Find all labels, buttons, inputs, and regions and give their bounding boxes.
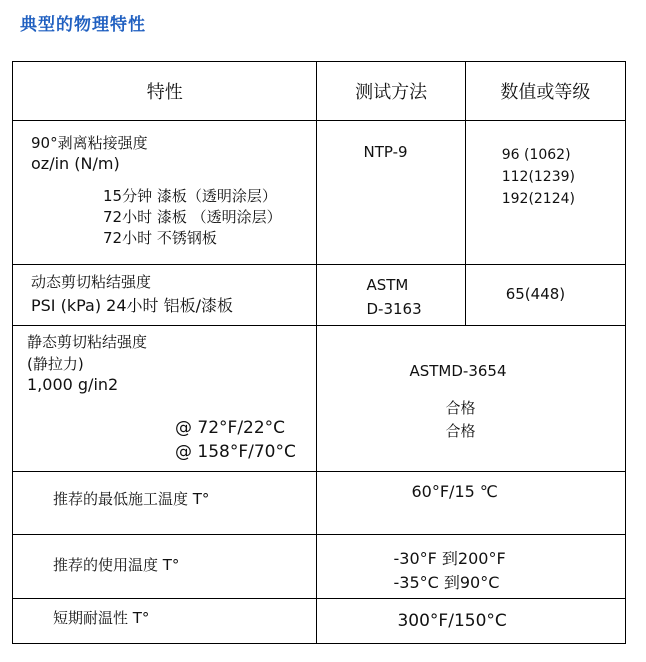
row1-sub-line: 72小时 不锈钢板 [103,229,217,247]
row4-property-cell [13,472,317,535]
row2-value: 65(448) [505,285,566,303]
row4-value: 60°F/15 ℃ [411,482,498,501]
row2-property-unit: PSI (kPa) 24小时 铝板/漆板 [31,296,234,315]
table-row [13,472,626,535]
row6-property-cell [13,599,317,644]
row6-value: 300°F/150°C [397,611,507,631]
row4-property: 推荐的最低施工温度 T° [53,490,210,508]
row2-values-cell [465,265,625,326]
row2-property-title: 动态剪切粘结强度 [31,273,152,291]
row1-property-cell [13,121,317,265]
row5-value: -35°C 到90°C [393,573,500,592]
table-row [13,535,626,599]
row2-method-line: D-3163 [366,300,422,318]
table-row [13,599,626,644]
row1-values-cell [465,121,625,265]
page-title: 典型的物理特性 [20,15,146,35]
row3-property-cell [13,326,317,472]
row3-condition: @ 158°F/70°C [175,442,296,462]
physical-properties-table [12,61,626,644]
row4-value-cell [317,472,626,535]
row3-property-title: 静态剪切粘结强度 [27,333,148,351]
row1-sub-line: 72小时 漆板 （透明涂层） [103,208,282,226]
row1-value: 96 (1062) [501,147,571,163]
row6-value-cell [317,599,626,644]
table-row [13,265,626,326]
row2-method-line: ASTM [366,276,409,294]
row1-method: NTP-9 [363,143,408,161]
row3-condition: @ 72°F/22°C [175,418,286,438]
header-test-method: 测试方法 [317,62,465,121]
row1-value: 112(1239) [501,169,575,185]
row3-property-sub: (静拉力) [27,355,84,373]
row5-values-cell [317,535,626,599]
table-row [13,121,626,265]
row5-value: -30°F 到200°F [393,549,506,568]
row3-method: ASTMD-3654 [409,362,507,380]
row5-property-cell [13,535,317,599]
row3-result: 合格 [445,399,476,417]
header-value-grade: 数值或等级 [465,62,625,121]
header-property: 特性 [13,62,317,121]
row1-property-unit: oz/in (N/m) [31,154,120,173]
row3-merged-cell [317,326,626,472]
row2-method-cell [317,265,465,326]
row1-method-cell [317,121,465,265]
row3-result: 合格 [445,422,476,440]
row3-property-load: 1,000 g/in2 [27,375,119,394]
row6-property: 短期耐温性 T° [53,609,150,627]
table-row [13,326,626,472]
row5-property: 推荐的使用温度 T° [53,556,180,574]
table-header-row [13,62,626,121]
row1-sub-line: 15分钟 漆板（透明涂层） [103,187,277,205]
row1-property-title: 90°剥离粘接强度 [31,134,148,152]
row1-value: 192(2124) [501,191,575,207]
row2-property-cell [13,265,317,326]
